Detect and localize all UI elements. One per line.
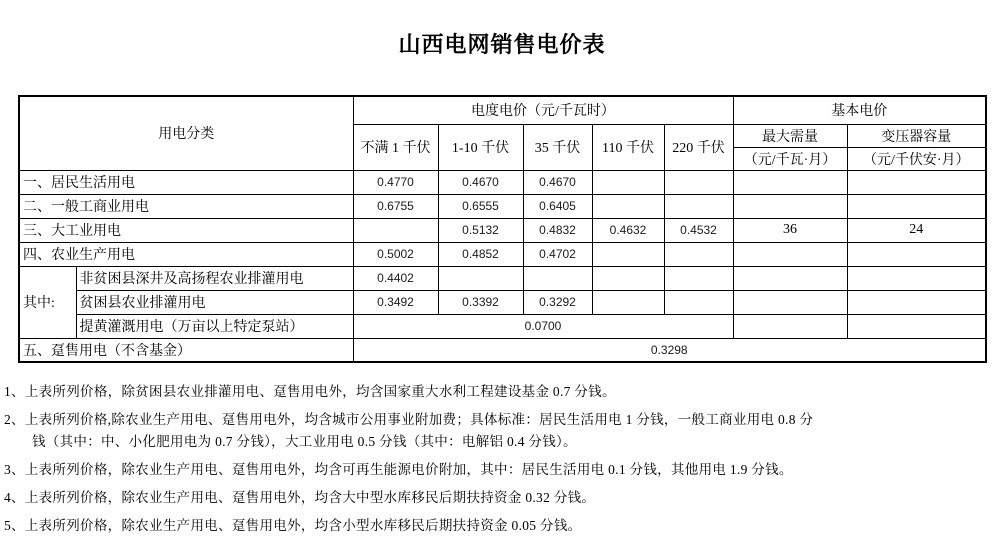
price-cell: 0.3392 xyxy=(438,290,523,314)
price-cell xyxy=(733,290,847,314)
category-label: 四、农业生产用电 xyxy=(19,242,353,266)
table-row-wholesale xyxy=(19,338,986,362)
header-max-demand-unit: （元/千瓦·月） xyxy=(733,147,847,170)
price-table xyxy=(18,95,987,363)
price-cell: 0.4770 xyxy=(353,170,438,194)
table-row-large-industry xyxy=(19,218,986,242)
price-cell xyxy=(847,170,986,194)
price-cell xyxy=(438,266,523,290)
price-cell xyxy=(523,266,592,290)
price-cell: 0.4532 xyxy=(664,218,733,242)
category-label: 五、趸售用电（不含基金） xyxy=(19,338,353,362)
price-cell xyxy=(592,242,664,266)
header-voltage-1-10kv: 1-10 千伏 xyxy=(438,124,523,170)
price-cell xyxy=(592,194,664,218)
price-cell xyxy=(847,242,986,266)
price-cell xyxy=(664,290,733,314)
price-cell xyxy=(592,266,664,290)
header-voltage-lt1kv: 不满 1 千伏 xyxy=(353,124,438,170)
price-cell: 0.4402 xyxy=(353,266,438,290)
footnote-2-line2: 钱（其中：中、小化肥用电为 0.7 分钱），大工业用电 0.5 分钱（其中：电解铝 0.4 分钱）。 xyxy=(32,434,577,449)
page-title: 山西电网销售电价表 xyxy=(398,32,606,57)
price-cell: 0.6405 xyxy=(523,194,592,218)
header-basic-group: 基本电价 xyxy=(733,96,986,124)
price-cell xyxy=(847,314,986,338)
price-cell xyxy=(353,218,438,242)
price-cell: 0.4670 xyxy=(438,170,523,194)
category-label: 一、居民生活用电 xyxy=(19,170,353,194)
table-row-commercial xyxy=(19,194,986,218)
price-cell xyxy=(733,242,847,266)
price-cell: 24 xyxy=(847,218,986,242)
header-voltage-110kv: 110 千伏 xyxy=(592,124,664,170)
header-transformer-capacity: 变压器容量 xyxy=(847,124,986,147)
price-cell xyxy=(847,194,986,218)
group-label-among-which: 其中: xyxy=(19,266,76,338)
table-row-residential xyxy=(19,170,986,194)
price-cell: 0.5132 xyxy=(438,218,523,242)
price-cell: 0.4670 xyxy=(523,170,592,194)
header-voltage-35kv: 35 千伏 xyxy=(523,124,592,170)
price-cell: 0.6755 xyxy=(353,194,438,218)
price-cell xyxy=(733,314,847,338)
price-cell: 0.4632 xyxy=(592,218,664,242)
table-row-nonpoor-irrigation xyxy=(19,266,986,290)
price-cell xyxy=(592,290,664,314)
subcategory-label: 贫困县农业排灌用电 xyxy=(76,290,353,314)
header-energy-group: 电度电价（元/千瓦时） xyxy=(353,96,733,124)
table-row-poor-irrigation xyxy=(19,290,986,314)
subcategory-label: 非贫困县深井及高扬程农业排灌用电 xyxy=(76,266,353,290)
footnote-3: 3、上表所列价格，除农业生产用电、趸售用电外，均含可再生能源电价附加，其中：居民生活用电 0.1 分钱，其他用电 1.9 分钱。 xyxy=(4,462,793,477)
price-cell-merged-all: 0.3298 xyxy=(353,338,986,362)
table-row-agriculture xyxy=(19,242,986,266)
price-cell: 0.3292 xyxy=(523,290,592,314)
price-cell: 0.5002 xyxy=(353,242,438,266)
price-cell xyxy=(664,170,733,194)
price-cell: 0.4852 xyxy=(438,242,523,266)
price-cell: 0.4832 xyxy=(523,218,592,242)
price-cell xyxy=(664,194,733,218)
header-transformer-capacity-unit: （元/千伏安·月） xyxy=(847,147,986,170)
footnote-4: 4、上表所列价格，除农业生产用电、趸售用电外，均含大中型水库移民后期扶持资金 0.32 分钱。 xyxy=(4,490,596,505)
footnote-5: 5、上表所列价格，除农业生产用电、趸售用电外，均含小型水库移民后期扶持资金 0.05 分钱。 xyxy=(4,518,582,533)
price-cell xyxy=(847,290,986,314)
price-cell xyxy=(733,170,847,194)
subcategory-label: 提黄灌溉用电（万亩以上特定泵站） xyxy=(76,314,353,338)
price-cell: 36 xyxy=(733,218,847,242)
price-cell: 0.4702 xyxy=(523,242,592,266)
price-cell: 0.3492 xyxy=(353,290,438,314)
header-max-demand: 最大需量 xyxy=(733,124,847,147)
price-cell xyxy=(664,266,733,290)
footnote-1: 1、上表所列价格，除贫困县农业排灌用电、趸售用电外，均含国家重大水利工程建设基金 0.7 分钱。 xyxy=(4,384,616,399)
price-cell: 0.6555 xyxy=(438,194,523,218)
header-voltage-220kv: 220 千伏 xyxy=(664,124,733,170)
price-cell xyxy=(733,194,847,218)
price-cell xyxy=(733,266,847,290)
footnote-2-line1: 2、上表所列价格,除农业生产用电、趸售用电外，均含城市公用事业附加费；具体标准：居民生活用电 1 分钱，一般工商业用电 0.8 分 xyxy=(4,412,814,427)
category-label: 二、一般工商业用电 xyxy=(19,194,353,218)
category-label: 三、大工业用电 xyxy=(19,218,353,242)
price-cell xyxy=(592,170,664,194)
price-cell xyxy=(847,266,986,290)
price-cell-merged-energy: 0.0700 xyxy=(353,314,733,338)
footnotes xyxy=(4,381,984,543)
header-category: 用电分类 xyxy=(19,96,353,170)
price-cell xyxy=(664,242,733,266)
table-row-yellow-river-pumping xyxy=(19,314,986,338)
